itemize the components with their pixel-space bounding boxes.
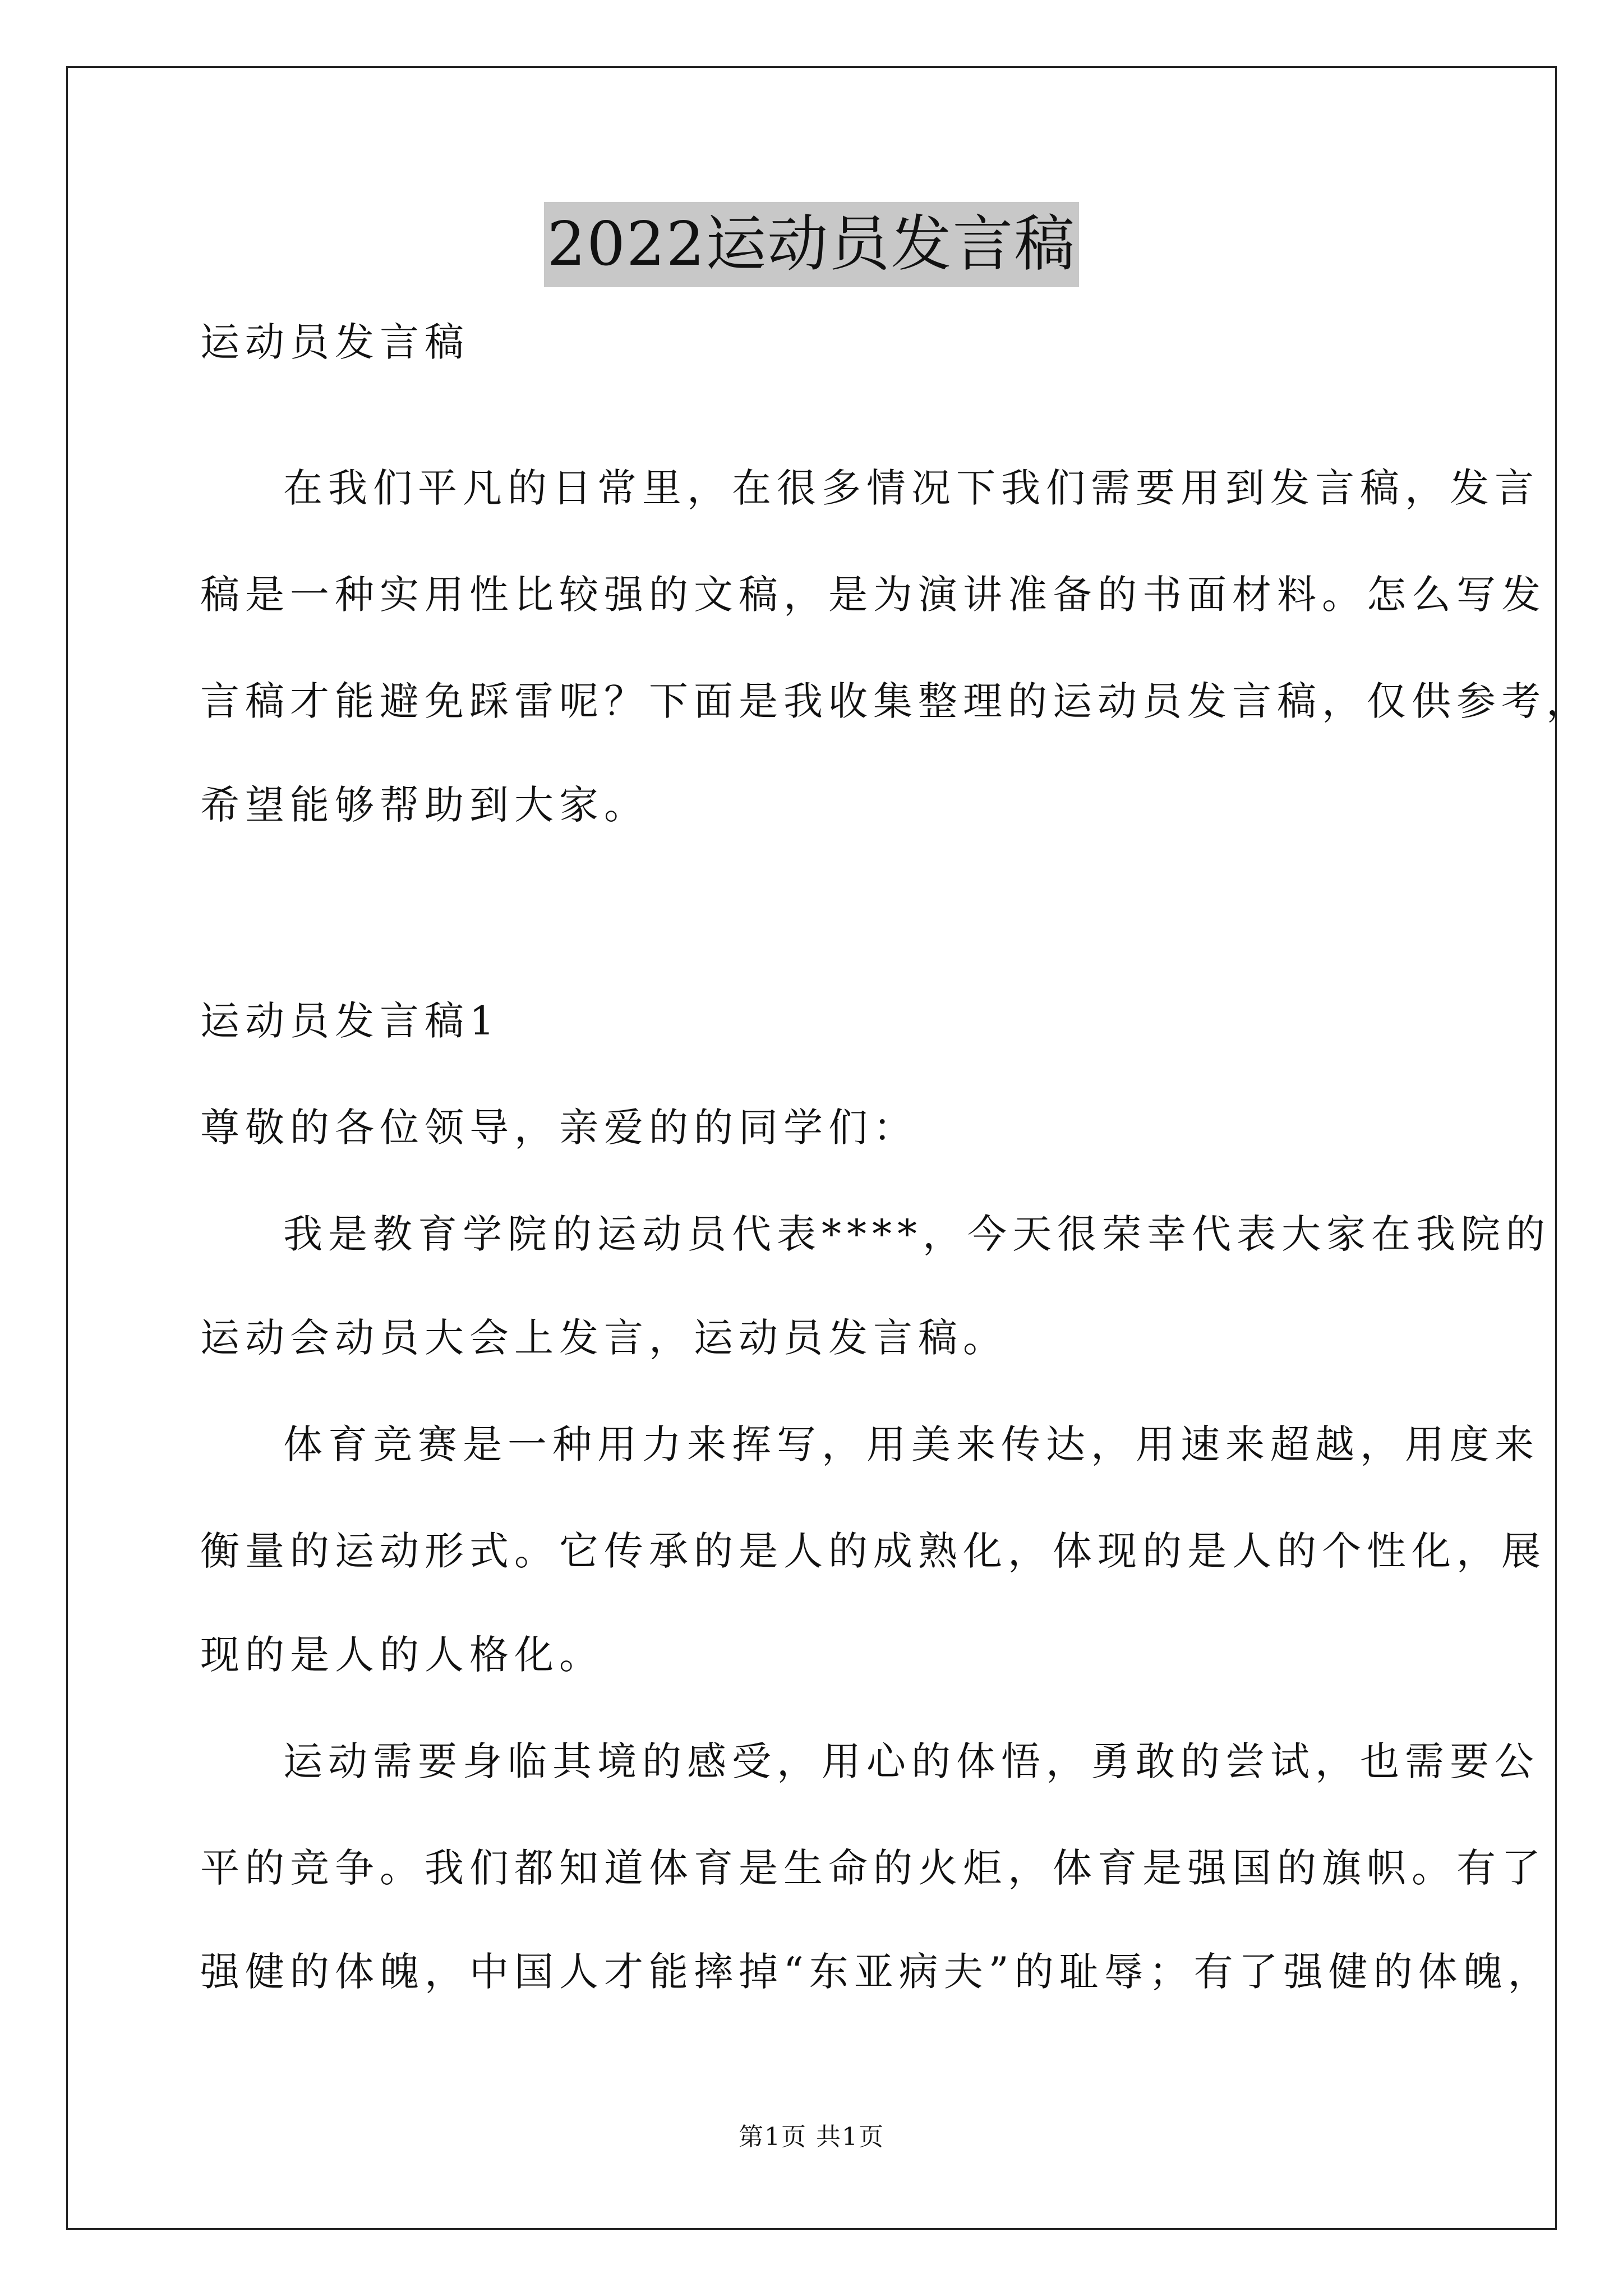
paragraph-line: 强健的体魄，中国人才能摔掉“东亚病夫”的耻辱；有了强健的体魄， bbox=[200, 1949, 1553, 1995]
paragraph-line: 体育竞赛是一种用力来挥写，用美来传达，用速来超越，用度来 bbox=[283, 1421, 1539, 1467]
paragraph-line: 希望能够帮助到大家。 bbox=[200, 782, 649, 828]
paragraph-line: 平的竞争。我们都知道体育是生命的火炬，体育是强国的旗帜。有了 bbox=[200, 1845, 1546, 1891]
paragraph-line: 言稿才能避免踩雷呢？下面是我收集整理的运动员发言稿，仅供参考， bbox=[200, 678, 1591, 724]
paragraph-line: 在我们平凡的日常里，在很多情况下我们需要用到发言稿，发言 bbox=[283, 465, 1539, 511]
paragraph-line: 我是教育学院的运动员代表****，今天很荣幸代表大家在我院的 bbox=[283, 1211, 1551, 1257]
paragraph-line: 现的是人的人格化。 bbox=[200, 1632, 604, 1678]
page-footer: 第1页 共1页 bbox=[739, 2123, 884, 2151]
paragraph-line: 运动需要身临其境的感受，用心的体悟，勇敢的尝试，也需要公 bbox=[283, 1738, 1539, 1784]
salutation: 尊敬的各位领导，亲爱的的同学们： bbox=[200, 1105, 918, 1151]
paragraph-line: 稿是一种实用性比较强的文稿，是为演讲准备的书面材料。怎么写发 bbox=[200, 572, 1546, 618]
document-title: 2022运动员发言稿 bbox=[544, 202, 1080, 287]
title-container bbox=[0, 202, 1623, 287]
section-heading: 运动员发言稿1 bbox=[200, 998, 500, 1044]
paragraph-line: 运动会动员大会上发言，运动员发言稿。 bbox=[200, 1315, 1008, 1361]
paragraph-line: 衡量的运动形式。它传承的是人的成熟化，体现的是人的个性化，展 bbox=[200, 1528, 1546, 1574]
section-heading: 运动员发言稿 bbox=[200, 319, 469, 365]
